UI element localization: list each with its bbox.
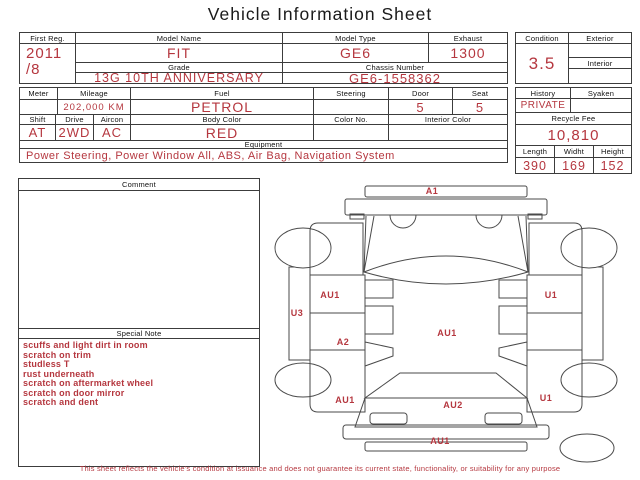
damage-code-roof: AU1 xyxy=(437,328,457,338)
model-type-label: Model Type xyxy=(283,33,429,44)
damage-code-left-rear-door: A2 xyxy=(336,337,350,347)
steering-value xyxy=(314,100,389,115)
interior-color-value xyxy=(389,125,507,141)
damage-code-right-rear-quarter: U1 xyxy=(539,393,553,403)
color-no-label: Color No. xyxy=(314,115,389,125)
drive-value: 2WD xyxy=(56,125,94,141)
car-damage-diagram xyxy=(270,180,638,468)
fuel-value: PETROL xyxy=(131,100,314,115)
damage-code-front-bumper: A1 xyxy=(425,186,439,196)
special-note-line: rust underneath xyxy=(23,368,95,379)
exhaust-value: 1300 xyxy=(429,44,507,63)
aircon-label: Aircon xyxy=(94,115,131,125)
special-note-list xyxy=(23,341,257,408)
comment-box xyxy=(18,178,260,467)
aircon-value: AC xyxy=(94,125,131,141)
shift-label: Shift xyxy=(20,115,56,125)
grade-value: 13G 10TH ANNIVERSARY xyxy=(76,73,283,83)
history-value: PRIVATE xyxy=(516,99,571,113)
syaken-value xyxy=(571,99,631,113)
model-name-label: Model Name xyxy=(76,33,283,44)
chassis-number-value: GE6-1558362 xyxy=(349,70,441,86)
mileage-label: Mileage xyxy=(58,88,131,100)
body-color-value: RED xyxy=(131,125,314,141)
damage-code-right-front-door: U1 xyxy=(544,290,558,300)
mileage-value: 202,000 KM xyxy=(58,100,131,115)
steering-label: Steering xyxy=(314,88,389,100)
seat-label: Seat xyxy=(453,88,507,100)
comment-label: Comment xyxy=(19,179,259,191)
comment-value xyxy=(19,191,259,326)
shift-value: AT xyxy=(20,125,56,141)
page-title: Vehicle Information Sheet xyxy=(207,4,433,24)
first-reg-value xyxy=(20,44,76,83)
spec-table xyxy=(19,87,508,163)
height-label: Height xyxy=(594,146,631,158)
special-note-line: scratch on aftermarket wheel xyxy=(23,378,154,388)
condition-value: 3.5 xyxy=(516,44,569,83)
special-note-line: scratch on trim xyxy=(23,349,92,360)
special-note-line: studless T xyxy=(23,359,70,369)
special-note-line: scratch and dent xyxy=(23,397,99,407)
length-label: Length xyxy=(516,146,555,158)
first-reg-label: First Reg. xyxy=(20,33,76,44)
recycle-fee-value: 10,810 xyxy=(516,125,631,146)
recycle-fee-label: Recycle Fee xyxy=(516,113,631,125)
syaken-label: Syaken xyxy=(571,88,631,99)
history-table xyxy=(515,87,632,174)
damage-code-left-sill: U3 xyxy=(290,308,304,318)
exhaust-label: Exhaust xyxy=(429,33,507,44)
length-value: 390 xyxy=(516,158,555,173)
width-label: Widht xyxy=(555,146,594,158)
chassis-number-label: Chassis Number xyxy=(283,63,507,73)
identity-table xyxy=(19,32,508,84)
equipment-label: Equipment xyxy=(20,141,507,149)
damage-code-rear-bumper: AU1 xyxy=(430,436,450,446)
car-outline-drawing xyxy=(270,180,638,468)
equipment-value: Power Steering, Power Window All, ABS, Air Bag, Navigation System xyxy=(26,149,395,162)
width-value: 169 xyxy=(555,158,594,173)
damage-code-left-front-door: AU1 xyxy=(320,290,340,300)
condition-table xyxy=(515,32,632,84)
exterior-value xyxy=(569,44,631,58)
interior-label: Interior xyxy=(569,58,631,69)
special-note-line: scratch on door mirror xyxy=(23,387,125,398)
disclaimer-text: This sheet reflects the vehicle's condition at issuance and does not guarantee its current state, functionality, or suitability for any purpose xyxy=(79,464,561,473)
door-label: Door xyxy=(389,88,453,100)
model-type-value: GE6 xyxy=(283,44,429,63)
special-note-line: scuffs and light dirt in room xyxy=(23,340,148,350)
interior-color-label: Interior Color xyxy=(389,115,507,125)
condition-label: Condition xyxy=(516,33,569,44)
first-reg-year: 2011 xyxy=(26,45,63,62)
fuel-label: Fuel xyxy=(131,88,314,100)
damage-code-rear-hatch: AU2 xyxy=(443,400,463,410)
body-color-label: Body Color xyxy=(131,115,314,125)
special-note-label: Special Note xyxy=(19,328,259,339)
drive-label: Drive xyxy=(56,115,94,125)
color-no-value xyxy=(314,125,389,141)
meter-label: Meter xyxy=(20,88,58,100)
door-value: 5 xyxy=(389,100,453,115)
damage-code-left-rear-quarter: AU1 xyxy=(335,395,355,405)
exterior-label: Exterior xyxy=(569,33,631,44)
history-label: History xyxy=(516,88,571,99)
first-reg-month: /8 xyxy=(26,60,41,78)
model-name-value: FIT xyxy=(76,44,283,63)
grade-label: Grade xyxy=(76,63,283,73)
interior-value xyxy=(569,69,631,83)
height-value: 152 xyxy=(600,158,625,173)
meter-value xyxy=(20,100,58,115)
seat-value: 5 xyxy=(453,100,507,115)
